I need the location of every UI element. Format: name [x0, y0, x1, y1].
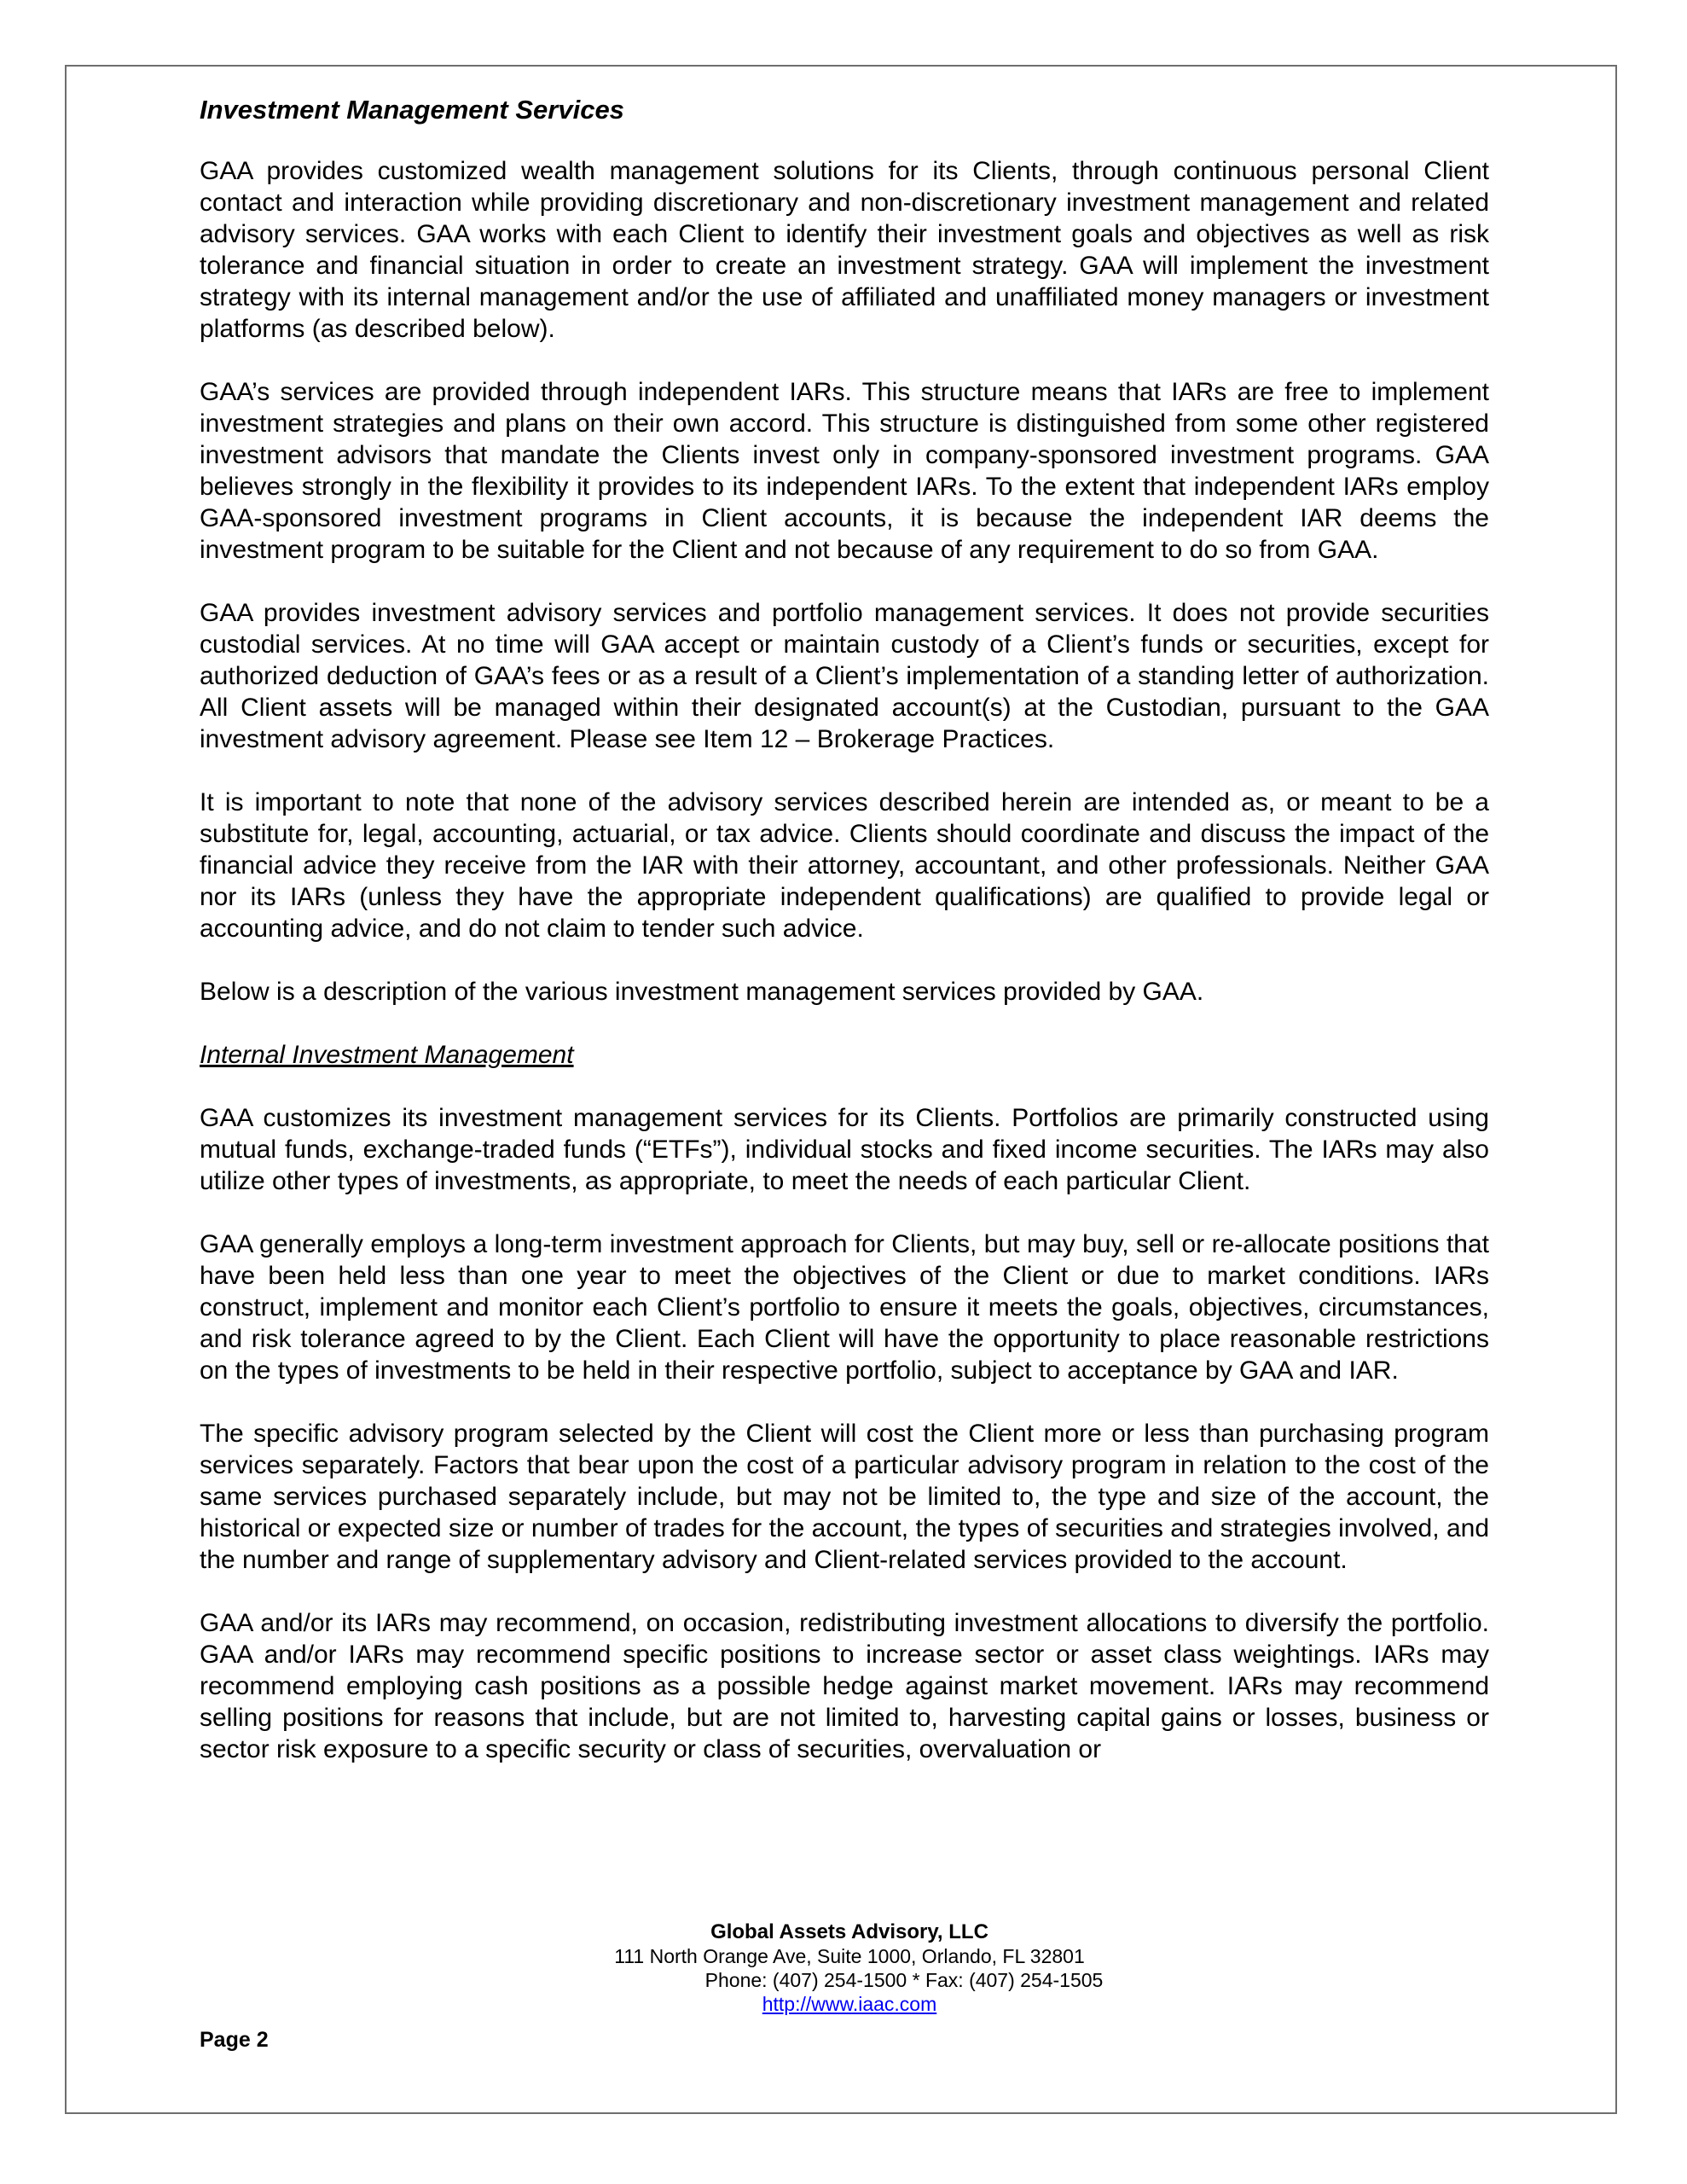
page-footer: [0, 1920, 1687, 2016]
subsection-heading: Internal Investment Management: [200, 1041, 574, 1069]
paragraph: It is important to note that none of the advisory services described herein are intended as, or meant to be a substitute for, legal, accounting, actuarial, or tax advice. Clients should coordinate and discuss the impact of the financial advice they receive from the IAR with their attorney, accountant, and other professionals. Neither GAA nor its IARs (unless they have the appropriate independent qualifications) are qualified to provide legal or accounting advice, and do not claim to tender such advice.: [200, 788, 1489, 943]
paragraph: GAA’s services are provided through independent IARs. This structure means that IARs are free to implement investment strategies and plans on their own accord. This structure is distinguished from some other registered investment advisors that mandate the Clients invest only in company-sponsored investment programs. GAA believes strongly in the flexibility it provides to its independent IARs. To the extent that independent IARs employ GAA-sponsored investment programs in Client accounts, it is because the independent IAR deems the investment program to be suitable for the Client and not because of any requirement to do so from GAA.: [200, 378, 1489, 564]
document-body: [200, 94, 1489, 1797]
footer-company-name: Global Assets Advisory, LLC: [710, 1920, 988, 1943]
paragraph: The specific advisory program selected by the Client will cost the Client more or less than purchasing program services separately. Factors that bear upon the cost of a particular advisory program in relation to the cost of the same services purchased separately include, but may not be limited to, the type and size of the account, the historical or expected size or number of trades for the account, the types of securities and strategies involved, and the number and range of supplementary advisory and Client-related services provided to the account.: [200, 1420, 1489, 1574]
section-heading: Investment Management Services: [200, 95, 624, 125]
paragraph: GAA provides customized wealth management solutions for its Clients, through continuous personal Client contact and interaction while providing discretionary and non-discretionary investment management and related advisory services. GAA works with each Client to identify their investment goals and objectives as well as risk tolerance and financial situation in order to create an investment strategy. GAA will implement the investment strategy with its internal management and/or the use of affiliated and unaffiliated money managers or investment platforms (as described below).: [200, 157, 1489, 343]
paragraph: GAA provides investment advisory services and portfolio management services. It does not provide securities custodial services. At no time will GAA accept or maintain custody of a Client’s funds or securities, except for authorized deduction of GAA’s fees or as a result of a Client’s implementation of a standing letter of authorization. All Client assets will be managed within their designated account(s) at the Custodian, pursuant to the GAA investment advisory agreement. Please see Item 12 – Brokerage Practices.: [200, 599, 1489, 753]
footer-website-link[interactable]: http://www.iaac.com: [762, 1993, 937, 2015]
paragraph: Below is a description of the various investment management services provided by GAA.: [200, 978, 1204, 1006]
footer-address: 111 North Orange Ave, Suite 1000, Orlando, FL 32801: [614, 1945, 1085, 1967]
paragraph: GAA generally employs a long-term investment approach for Clients, but may buy, sell or re-allocate positions that have been held less than one year to meet the objectives of the Client or due to market conditions. IARs construct, implement and monitor each Client’s portfolio to ensure it meets the goals, objectives, circumstances, and risk tolerance agreed to by the Client. Each Client will have the opportunity to place reasonable restrictions on the types of investments to be held in their respective portfolio, subject to acceptance by GAA and IAR.: [200, 1230, 1489, 1385]
footer-phone: Phone: (407) 254-1500 * Fax: (407) 254-1505: [704, 1969, 1104, 1991]
paragraph: GAA customizes its investment management services for its Clients. Portfolios are primarily constructed using mutual funds, exchange-traded funds (“ETFs”), individual stocks and fixed income securities. The IARs may also utilize other types of investments, as appropriate, to meet the needs of each particular Client.: [200, 1104, 1489, 1195]
paragraph: GAA and/or its IARs may recommend, on occasion, redistributing investment allocations to diversify the portfolio. GAA and/or IARs may recommend specific positions to increase sector or asset class weightings. IARs may recommend employing cash positions as a possible hedge against market movement. IARs may recommend selling positions for reasons that include, but are not limited to, harvesting capital gains or losses, business or sector risk exposure to a specific security or class of securities, overvaluation or: [200, 1609, 1489, 1763]
page-number: Page 2: [200, 2028, 269, 2052]
